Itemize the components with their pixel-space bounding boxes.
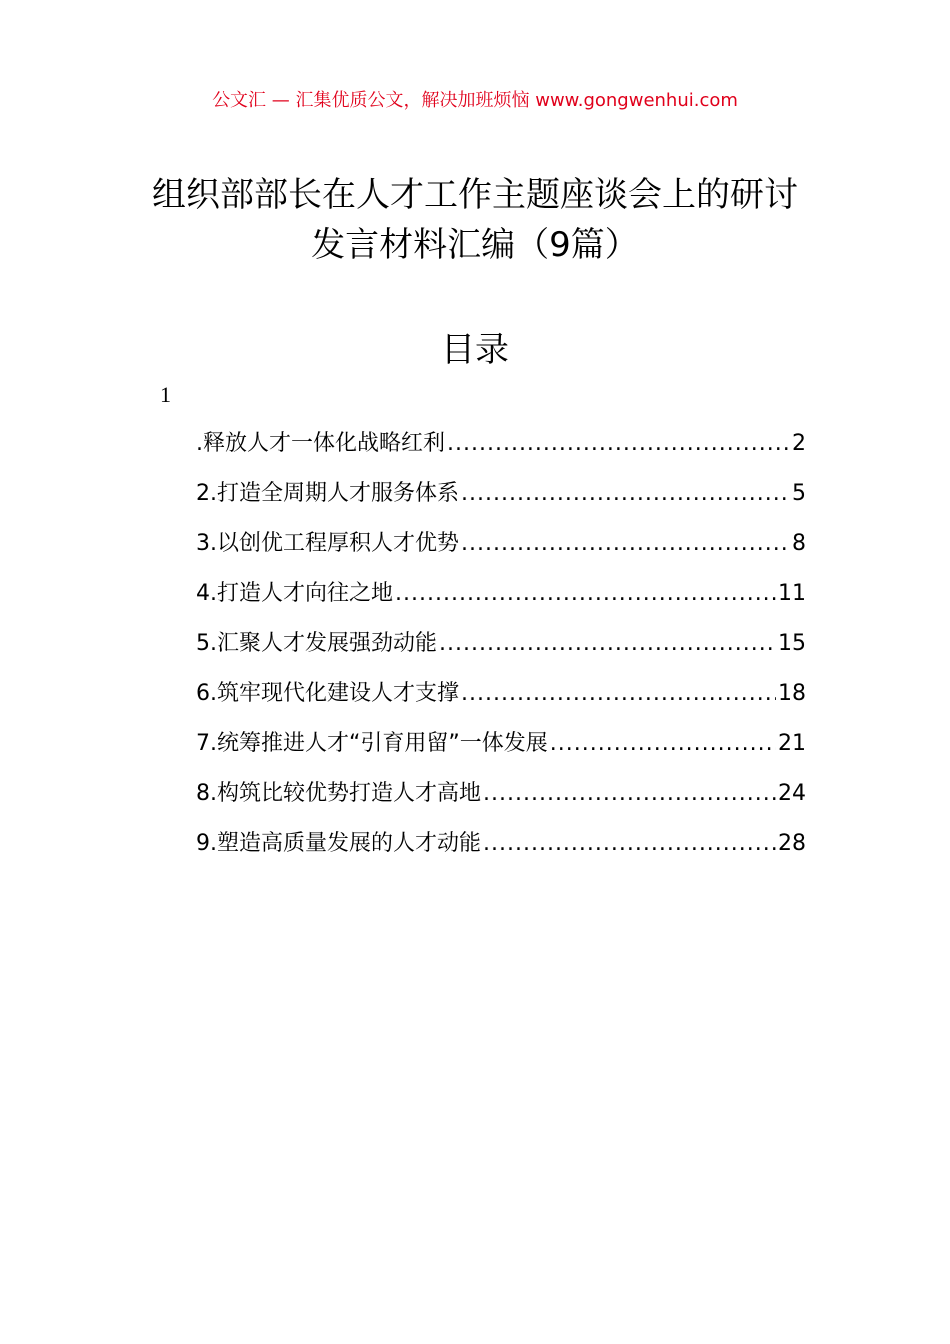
- toc-entry-page: 18: [778, 681, 806, 706]
- toc-dot-leader: [439, 625, 776, 663]
- toc-entry-label: 5.汇聚人才发展强劲动能: [196, 631, 437, 656]
- toc-dot-leader: [550, 725, 776, 763]
- toc-entry-label: 6.筑牢现代化建设人才支撑: [196, 681, 459, 706]
- toc-dot-leader: [483, 775, 776, 813]
- toc-dot-leader: [461, 675, 776, 713]
- toc-entry-page: 24: [778, 781, 806, 806]
- toc-entry-page: 15: [778, 631, 806, 656]
- section-number: 1: [160, 382, 171, 407]
- toc-entry-label: 9.塑造高质量发展的人才动能: [196, 831, 481, 856]
- toc-entry-label: 3.以创优工程厚积人才优势: [196, 531, 459, 556]
- toc-entry-label: 2.打造全周期人才服务体系: [196, 481, 459, 506]
- toc-entry-7[interactable]: [196, 725, 806, 775]
- toc-entry-label: 7.统筹推进人才“引育用留”一体发展: [196, 731, 548, 756]
- toc-entry-page: 2: [792, 431, 806, 456]
- toc-entry-2[interactable]: [196, 475, 806, 525]
- toc-dot-leader: [461, 475, 790, 513]
- toc-entry-4[interactable]: [196, 575, 806, 625]
- toc-dot-leader: [483, 825, 776, 863]
- toc-entry-page: 11: [778, 581, 806, 606]
- toc-entry-1[interactable]: [196, 425, 806, 475]
- toc-dot-leader: [395, 575, 776, 613]
- toc-entry-8[interactable]: [196, 775, 806, 825]
- table-of-contents: [196, 425, 806, 875]
- site-banner[interactable]: 公文汇 — 汇集优质公文，解决加班烦恼 www.gongwenhui.com: [212, 90, 738, 111]
- toc-entry-page: 28: [778, 831, 806, 856]
- toc-dot-leader: [461, 525, 790, 563]
- toc-heading: 目录: [441, 330, 509, 370]
- toc-entry-9[interactable]: [196, 825, 806, 875]
- toc-entry-label: .释放人才一体化战略红利: [196, 431, 445, 456]
- toc-entry-3[interactable]: [196, 525, 806, 575]
- toc-entry-page: 8: [792, 531, 806, 556]
- toc-entry-label: 4.打造人才向往之地: [196, 581, 393, 606]
- toc-entry-5[interactable]: [196, 625, 806, 675]
- toc-entry-6[interactable]: [196, 675, 806, 725]
- document-title: 组织部部长在人才工作主题座谈会上的研讨发言材料汇编（9篇）: [152, 175, 798, 265]
- toc-dot-leader: [447, 425, 790, 463]
- toc-entry-page: 5: [792, 481, 806, 506]
- toc-entry-label: 8.构筑比较优势打造人才高地: [196, 781, 481, 806]
- toc-entry-page: 21: [778, 731, 806, 756]
